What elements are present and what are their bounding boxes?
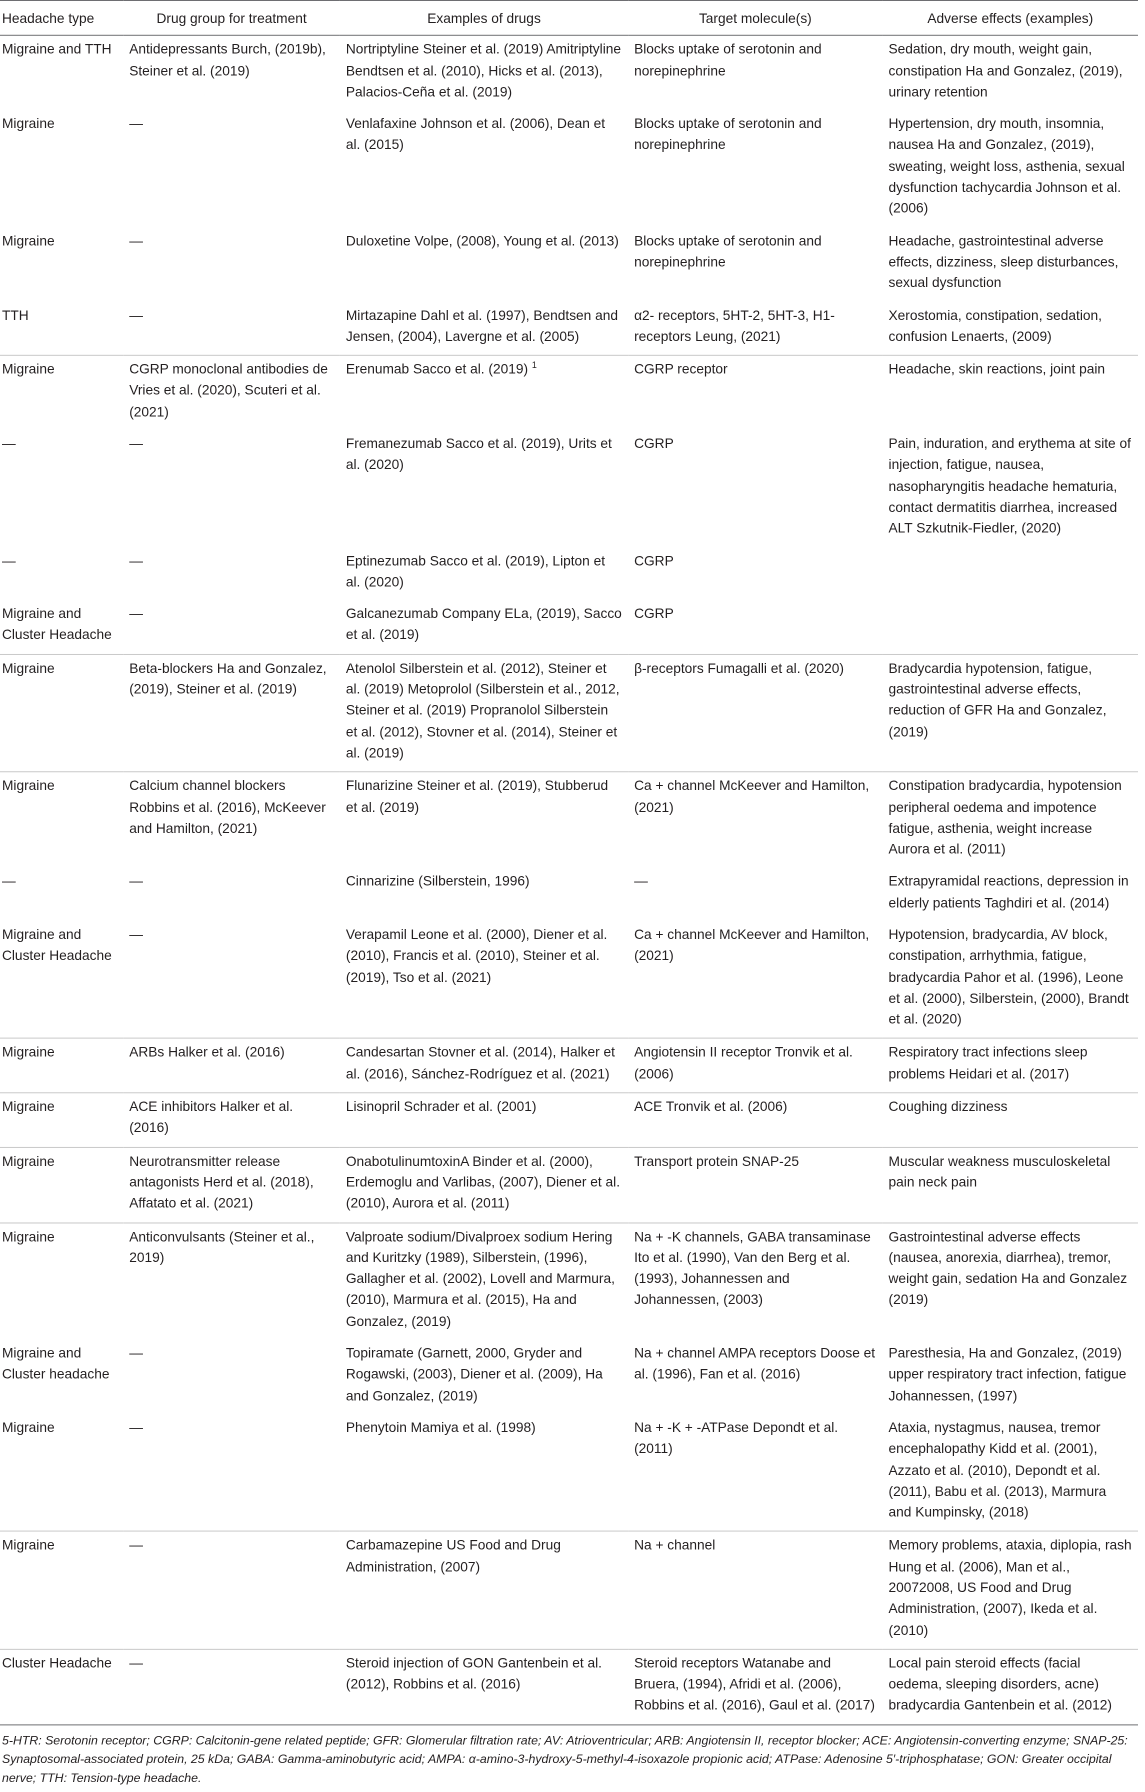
- cell-adverse-effects: [883, 1531, 1138, 1649]
- cell-examples: [340, 111, 628, 228]
- cell-drug-group: [123, 1414, 340, 1531]
- cell-drug-group-text: —: [129, 874, 143, 889]
- cell-headache-type: [0, 1093, 123, 1147]
- cell-examples-text: Verapamil Leone et al. (2000), Diener et al. (2010), Francis et al. (2010), Steiner et al. (2019), Tso et al. (2021): [345, 927, 608, 985]
- cell-target-text: Angiotensin II receptor Tronvik et al. (2006): [634, 1045, 853, 1082]
- cell-adverse-effects: [883, 1414, 1138, 1531]
- cell-adverse-effects: [883, 1649, 1138, 1724]
- cell-headache-type: [0, 1147, 123, 1222]
- cell-drug-group-text: —: [129, 606, 143, 622]
- cell-drug-group-text: —: [129, 1345, 143, 1361]
- cell-adverse-effects: [883, 547, 1138, 600]
- cell-adverse-effects-text: Muscular weakness musculoskeletal pain neck pain: [888, 1153, 1111, 1190]
- cell-headache-type-text: Migraine: [1, 1537, 55, 1553]
- cell-examples: [340, 547, 628, 600]
- cell-drug-group-text: —: [129, 1655, 143, 1671]
- cell-adverse-effects-text: Coughing dizziness: [888, 1099, 1008, 1115]
- table-row: [0, 111, 1138, 228]
- cell-examples: [340, 1414, 628, 1531]
- cell-examples: [340, 868, 628, 921]
- cell-headache-type: [0, 1340, 123, 1414]
- cell-drug-group-text: Antidepressants Burch, (2019b), Steiner et al. (2019): [129, 42, 326, 79]
- cell-drug-group-text: ARBs Halker et al. (2016): [129, 1045, 285, 1060]
- cell-examples: [340, 600, 628, 654]
- cell-adverse-effects-text: Xerostomia, constipation, sedation, confusion Lenaerts, (2009): [888, 307, 1102, 344]
- cell-drug-group: [123, 36, 340, 111]
- cell-drug-group: [123, 1649, 340, 1724]
- cell-drug-group-text: —: [129, 553, 143, 569]
- cell-examples-text: Valproate sodium/Divalproex sodium Hering and Kuritzky (1989), Silberstein, (1996), Gallagher et al. (2002), Lovell and Marmura, (2010), Marmura et al. (2015), Ha and Gonzalez, (2019): [345, 1228, 615, 1329]
- cell-drug-group-text: —: [129, 436, 143, 452]
- cell-headache-type-text: Migraine: [1, 1420, 55, 1436]
- cell-headache-type-text: Migraine: [1, 116, 55, 132]
- cell-target-text: Blocks uptake of serotonin and norepinephrine: [634, 116, 822, 153]
- cell-examples-text: Venlafaxine Johnson et al. (2006), Dean et al. (2015): [345, 116, 606, 153]
- cell-examples: [340, 1531, 628, 1649]
- cell-drug-group-text: —: [129, 927, 143, 943]
- cell-target: [628, 1531, 882, 1649]
- cell-target: [628, 1414, 882, 1531]
- cell-target: [628, 1093, 882, 1147]
- cell-target: [628, 868, 882, 921]
- cell-headache-type-text: Cluster Headache: [1, 1655, 112, 1671]
- cell-examples-text: Nortriptyline Steiner et al. (2019) Amitriptyline Bendtsen et al. (2010), Hicks et al. (2013), Palacios-Ceña et al. (2019): [345, 42, 622, 100]
- cell-headache-type: [0, 600, 123, 654]
- cell-target-text: CGRP: [634, 606, 674, 622]
- cell-drug-group-text: —: [129, 233, 143, 249]
- cell-target: [628, 1340, 882, 1414]
- cell-examples-text: Candesartan Stovner et al. (2014), Halker et al. (2016), Sánchez-Rodríguez et al. (2021): [345, 1045, 615, 1082]
- header-row: [0, 0, 1138, 35]
- cell-headache-type-text: Migraine: [1, 1228, 55, 1244]
- cell-drug-group: [123, 1531, 340, 1649]
- cell-target-text: CGRP: [634, 553, 674, 569]
- cell-target: [628, 1223, 882, 1340]
- cell-drug-group: [123, 302, 340, 356]
- cell-target-text: —: [634, 874, 648, 889]
- cell-examples-text: Flunarizine Steiner et al. (2019), Stubberud et al. (2019): [345, 778, 609, 815]
- cell-adverse-effects: [883, 772, 1138, 868]
- table-row: [0, 1531, 1138, 1649]
- cell-target: [628, 111, 882, 228]
- cell-headache-type: [0, 355, 123, 430]
- cell-adverse-effects: [883, 36, 1138, 111]
- cell-examples: [340, 1147, 628, 1222]
- cell-headache-type: [0, 1649, 123, 1724]
- cell-examples: [340, 355, 628, 430]
- cell-drug-group: [123, 430, 340, 547]
- table-row: [0, 1093, 1138, 1147]
- cell-headache-type: [0, 111, 123, 228]
- table-footnote: 5-HTR: Serotonin receptor; CGRP: Calcitonin-gene related peptide; GFR: Glomerular filtration rate; AV: Atrioventricular; ARB: Angiotensin II, receptor blocker; ACE: Angiotensin-converting enzyme; SNAP-25: Synaptosomal-associated protein, 25 kDa; GABA: Gamma-aminobutyric acid; AMPA: α-amino-3-hydroxy-5-methyl-4-isoxazole propionic acid; ATPase: Adenosine 5′-triphosphatase; GON: Greater occipital nerve; TTH: Tension-type headache.: [0, 1724, 1138, 1788]
- cell-adverse-effects-text: Hypotension, bradycardia, AV block, constipation, arrhythmia, fatigue, bradycardia Pahor et al. (1996), Leone et al. (2000), Silberstein, (2000), Brandt et al. (2020): [888, 927, 1129, 1027]
- cell-examples-text: OnabotulinumtoxinA Binder et al. (2000), Erdemoglu and Varlibas, (2007), Diener et al. (2010), Aurora et al. (2011): [345, 1153, 621, 1211]
- cell-adverse-effects: [883, 1039, 1138, 1093]
- cell-adverse-effects: [883, 921, 1138, 1038]
- table-row: [0, 654, 1138, 772]
- cell-target: [628, 1649, 882, 1724]
- cell-adverse-effects-text: Hypertension, dry mouth, insomnia, nausea Ha and Gonzalez, (2019), sweating, weight loss, asthenia, sexual dysfunction tachycardia Johnson et al. (2006): [888, 116, 1125, 217]
- cell-drug-group: [123, 1147, 340, 1222]
- table-row: [0, 600, 1138, 654]
- cell-headache-type-text: Migraine: [1, 778, 55, 794]
- cell-headache-type-text: TTH: [1, 307, 29, 323]
- cell-headache-type-text: Migraine: [1, 233, 55, 249]
- cell-adverse-effects-text: Memory problems, ataxia, diplopia, rash Hung et al. (2006), Man et al., 20072008, US Food and Drug Administration, (2007), Ikeda et al. (2010): [888, 1537, 1132, 1638]
- table-row: [0, 868, 1138, 921]
- cell-examples-text: Eptinezumab Sacco et al. (2019), Lipton et al. (2020): [345, 553, 606, 590]
- cell-target: [628, 430, 882, 547]
- table-row: [0, 1649, 1138, 1724]
- cell-examples: [340, 1093, 628, 1147]
- cell-target: [628, 227, 882, 301]
- cell-target-text: Transport protein SNAP-25: [634, 1153, 799, 1169]
- table-row: [0, 1340, 1138, 1414]
- cell-target: [628, 654, 882, 772]
- cell-adverse-effects: [883, 1093, 1138, 1147]
- cell-target-text: Ca + channel McKeever and Hamilton, (2021): [634, 927, 870, 964]
- cell-drug-group-text: CGRP monoclonal antibodies de Vries et al. (2020), Scuteri et al. (2021): [129, 361, 328, 420]
- cell-adverse-effects: [883, 430, 1138, 547]
- cell-target: [628, 36, 882, 111]
- cell-adverse-effects: [883, 1340, 1138, 1414]
- cell-drug-group-text: —: [129, 307, 143, 323]
- cell-examples: [340, 1649, 628, 1724]
- table-row: [0, 36, 1138, 111]
- cell-headache-type-text: Migraine and TTH: [1, 42, 112, 57]
- cell-examples: [340, 1340, 628, 1414]
- cell-adverse-effects-text: Constipation bradycardia, hypotension peripheral oedema and impotence fatigue, asthenia, weight increase Aurora et al. (2011): [888, 778, 1122, 857]
- cell-drug-group: [123, 1223, 340, 1340]
- cell-target: [628, 1039, 882, 1093]
- table-row: [0, 430, 1138, 547]
- cell-target-text: β-receptors Fumagalli et al. (2020): [634, 660, 844, 676]
- cell-target-text: Na + channel: [634, 1537, 716, 1553]
- table-row: [0, 355, 1138, 430]
- cell-drug-group: [123, 600, 340, 654]
- cell-headache-type: [0, 921, 123, 1038]
- cell-adverse-effects-text: Headache, gastrointestinal adverse effects, dizziness, sleep disturbances, sexual dysfunction: [888, 233, 1119, 291]
- table-body: [0, 36, 1138, 1725]
- cell-adverse-effects: [883, 302, 1138, 356]
- cell-drug-group-text: —: [129, 1420, 143, 1436]
- cell-adverse-effects: [883, 600, 1138, 654]
- cell-drug-group: [123, 1093, 340, 1147]
- cell-examples-text: Lisinopril Schrader et al. (2001): [345, 1099, 537, 1115]
- cell-adverse-effects: [883, 355, 1138, 430]
- cell-examples-text: Fremanezumab Sacco et al. (2019), Urits et al. (2020): [345, 436, 612, 473]
- header-target: Target molecule(s): [628, 0, 882, 35]
- cell-examples: [340, 654, 628, 772]
- cell-target: [628, 600, 882, 654]
- cell-drug-group-text: Calcium channel blockers Robbins et al. (2016), McKeever and Hamilton, (2021): [129, 778, 326, 836]
- cell-target: [628, 302, 882, 356]
- cell-target-text: Na + -K channels, GABA transaminase Ito et al. (1990), Van den Berg et al. (1993), Johannessen and Johannessen, (2003): [634, 1228, 871, 1308]
- cell-target: [628, 772, 882, 868]
- cell-drug-group-text: Neurotransmitter release antagonists Herd et al. (2018), Affatato et al. (2021): [129, 1153, 314, 1211]
- cell-examples: [340, 302, 628, 356]
- cell-target-text: α2- receptors, 5HT-2, 5HT-3, H1- receptors Leung, (2021): [634, 307, 835, 344]
- cell-adverse-effects: [883, 654, 1138, 772]
- cell-target-text: Ca + channel McKeever and Hamilton, (2021): [634, 778, 870, 815]
- cell-examples-text: Phenytoin Mamiya et al. (1998): [345, 1420, 536, 1436]
- cell-headache-type: [0, 772, 123, 868]
- cell-headache-type-text: Migraine and Cluster Headache: [1, 927, 112, 964]
- cell-drug-group-text: Anticonvulsants (Steiner et al., 2019): [129, 1228, 315, 1266]
- cell-adverse-effects-text: Gastrointestinal adverse effects (nausea, anorexia, diarrhea), tremor, weight gain, sedation Ha and Gonzalez (2019): [888, 1228, 1128, 1308]
- header-drug-group: Drug group for treatment: [123, 0, 340, 35]
- cell-drug-group: [123, 1340, 340, 1414]
- cell-headache-type-text: —: [1, 553, 16, 569]
- cell-examples: [340, 227, 628, 301]
- cell-target-text: ACE Tronvik et al. (2006): [634, 1099, 788, 1115]
- cell-examples-text: Erenumab Sacco et al. (2019): [345, 361, 529, 377]
- cell-drug-group: [123, 227, 340, 301]
- cell-headache-type: [0, 1039, 123, 1093]
- cell-target: [628, 921, 882, 1038]
- cell-drug-group: [123, 355, 340, 430]
- cell-target-text: Na + channel AMPA receptors Doose et al. (1996), Fan et al. (2016): [634, 1345, 876, 1382]
- cell-headache-type-text: Migraine: [1, 660, 55, 676]
- cell-headache-type-text: Migraine: [1, 1099, 55, 1115]
- table-header: [0, 0, 1138, 35]
- cell-headache-type-text: —: [1, 874, 16, 889]
- header-headache-type: Headache type: [0, 0, 123, 35]
- table-row: [0, 547, 1138, 600]
- cell-adverse-effects-text: Ataxia, nystagmus, nausea, tremor encephalopathy Kidd et al. (2001), Azzato et al. (2010), Depondt et al. (2011), Babu et al. (2013), Marmura and Kumpinsky, (2018): [888, 1420, 1107, 1520]
- cell-target-text: Steroid receptors Watanabe and Bruera, (1994), Afridi et al. (2006), Robbins et al. (2016), Gaul et al. (2017): [634, 1655, 875, 1713]
- cell-headache-type: [0, 1223, 123, 1340]
- cell-adverse-effects: [883, 1223, 1138, 1340]
- cell-target: [628, 547, 882, 600]
- cell-examples: [340, 1223, 628, 1340]
- cell-drug-group: [123, 1039, 340, 1093]
- cell-headache-type-text: Migraine: [1, 1153, 55, 1169]
- cell-drug-group-text: ACE inhibitors Halker et al. (2016): [129, 1099, 294, 1136]
- cell-examples: [340, 921, 628, 1038]
- cell-examples-text: Mirtazapine Dahl et al. (1997), Bendtsen and Jensen, (2004), Lavergne et al. (2005): [345, 307, 619, 344]
- cell-adverse-effects-text: Respiratory tract infections sleep problems Heidari et al. (2017): [888, 1045, 1088, 1082]
- cell-drug-group: [123, 772, 340, 868]
- cell-examples: [340, 36, 628, 111]
- header-adverse-effects: Adverse effects (examples): [883, 0, 1138, 35]
- cell-headache-type: [0, 227, 123, 301]
- cell-examples-text: Atenolol Silberstein et al. (2012), Steiner et al. (2019) Metoprolol (Silberstein et al., 2012, Steiner et al. (2019) Propranolol Silberstein et al. (2012), Stovner et al. (2014), Steiner et al. (2019): [345, 660, 620, 761]
- cell-examples: [340, 772, 628, 868]
- table-row: [0, 1414, 1138, 1531]
- cell-headache-type: [0, 1531, 123, 1649]
- table-row: [0, 772, 1138, 868]
- cell-drug-group: [123, 547, 340, 600]
- cell-adverse-effects-text: Pain, induration, and erythema at site of injection, fatigue, nausea, nasopharyngitis headache hematuria, contact dermatitis diarrhea, increased ALT Szkutnik-Fiedler, (2020): [888, 436, 1131, 536]
- cell-examples-text: Duloxetine Volpe, (2008), Young et al. (2013): [345, 233, 619, 249]
- cell-examples: [340, 1039, 628, 1093]
- cell-adverse-effects-text: Bradycardia hypotension, fatigue, gastrointestinal adverse effects, reduction of GFR Ha and Gonzalez, (2019): [888, 660, 1107, 740]
- cell-drug-group-text: —: [129, 116, 143, 132]
- cell-adverse-effects: [883, 227, 1138, 301]
- cell-headache-type: [0, 302, 123, 356]
- cell-drug-group-text: Beta-blockers Ha and Gonzalez, (2019), Steiner et al. (2019): [129, 660, 327, 697]
- cell-examples-text: Steroid injection of GON Gantenbein et al. (2012), Robbins et al. (2016): [345, 1655, 602, 1692]
- cell-adverse-effects-text: Local pain steroid effects (facial oedema, sleeping disorders, acne) bradycardia Gantenbein et al. (2012): [888, 1655, 1112, 1713]
- cell-headache-type: [0, 654, 123, 772]
- cell-target: [628, 355, 882, 430]
- cell-adverse-effects-text: Paresthesia, Ha and Gonzalez, (2019) upper respiratory tract infection, fatigue Johannessen, (1997): [888, 1345, 1127, 1403]
- cell-headache-type: [0, 1414, 123, 1531]
- cell-target-text: Blocks uptake of serotonin and norepinephrine: [634, 42, 822, 79]
- cell-target-text: CGRP receptor: [634, 361, 728, 377]
- cell-drug-group: [123, 654, 340, 772]
- cell-drug-group: [123, 921, 340, 1038]
- table-row: [0, 227, 1138, 301]
- cell-headache-type-text: —: [1, 436, 16, 452]
- table-row: [0, 302, 1138, 356]
- cell-examples-text: Topiramate (Garnett, 2000, Gryder and Rogawski, (2003), Diener et al. (2009), Ha and Gonzalez, (2019): [345, 1345, 603, 1403]
- cell-drug-group: [123, 111, 340, 228]
- cell-headache-type-text: Migraine: [1, 1045, 55, 1060]
- cell-examples-text: Cinnarizine (Silberstein, 1996): [345, 874, 530, 889]
- cell-examples-text: Carbamazepine US Food and Drug Administration, (2007): [345, 1537, 561, 1575]
- cell-target-text: Blocks uptake of serotonin and norepinephrine: [634, 233, 822, 270]
- table-row: [0, 1147, 1138, 1222]
- cell-target-text: CGRP: [634, 436, 674, 452]
- cell-adverse-effects-text: Sedation, dry mouth, weight gain, constipation Ha and Gonzalez, (2019), urinary retention: [888, 42, 1123, 100]
- cell-examples-text: Galcanezumab Company ELa, (2019), Sacco et al. (2019): [345, 606, 622, 643]
- table-row: [0, 1223, 1138, 1340]
- cell-drug-group-text: —: [129, 1537, 143, 1553]
- cell-headache-type: [0, 36, 123, 111]
- table-row: [0, 1039, 1138, 1093]
- cell-headache-type: [0, 547, 123, 600]
- cell-examples: [340, 430, 628, 547]
- table-row: [0, 921, 1138, 1038]
- header-examples: Examples of drugs: [340, 0, 628, 35]
- cell-headache-type-text: Migraine and Cluster headache: [1, 1345, 110, 1382]
- cell-adverse-effects: [883, 868, 1138, 921]
- cell-headache-type-text: Migraine: [1, 361, 55, 377]
- cell-drug-group: [123, 868, 340, 921]
- cell-headache-type: [0, 868, 123, 921]
- footnote-marker: 1: [531, 360, 537, 371]
- cell-target-text: Na + -K + -ATPase Depondt et al. (2011): [634, 1420, 839, 1457]
- cell-target: [628, 1147, 882, 1222]
- cell-headache-type: [0, 430, 123, 547]
- cell-adverse-effects-text: Headache, skin reactions, joint pain: [888, 361, 1106, 377]
- cell-adverse-effects-text: Extrapyramidal reactions, depression in elderly patients Taghdiri et al. (2014): [888, 874, 1129, 911]
- cell-headache-type-text: Migraine and Cluster Headache: [1, 606, 112, 643]
- cell-adverse-effects: [883, 1147, 1138, 1222]
- cell-adverse-effects: [883, 111, 1138, 228]
